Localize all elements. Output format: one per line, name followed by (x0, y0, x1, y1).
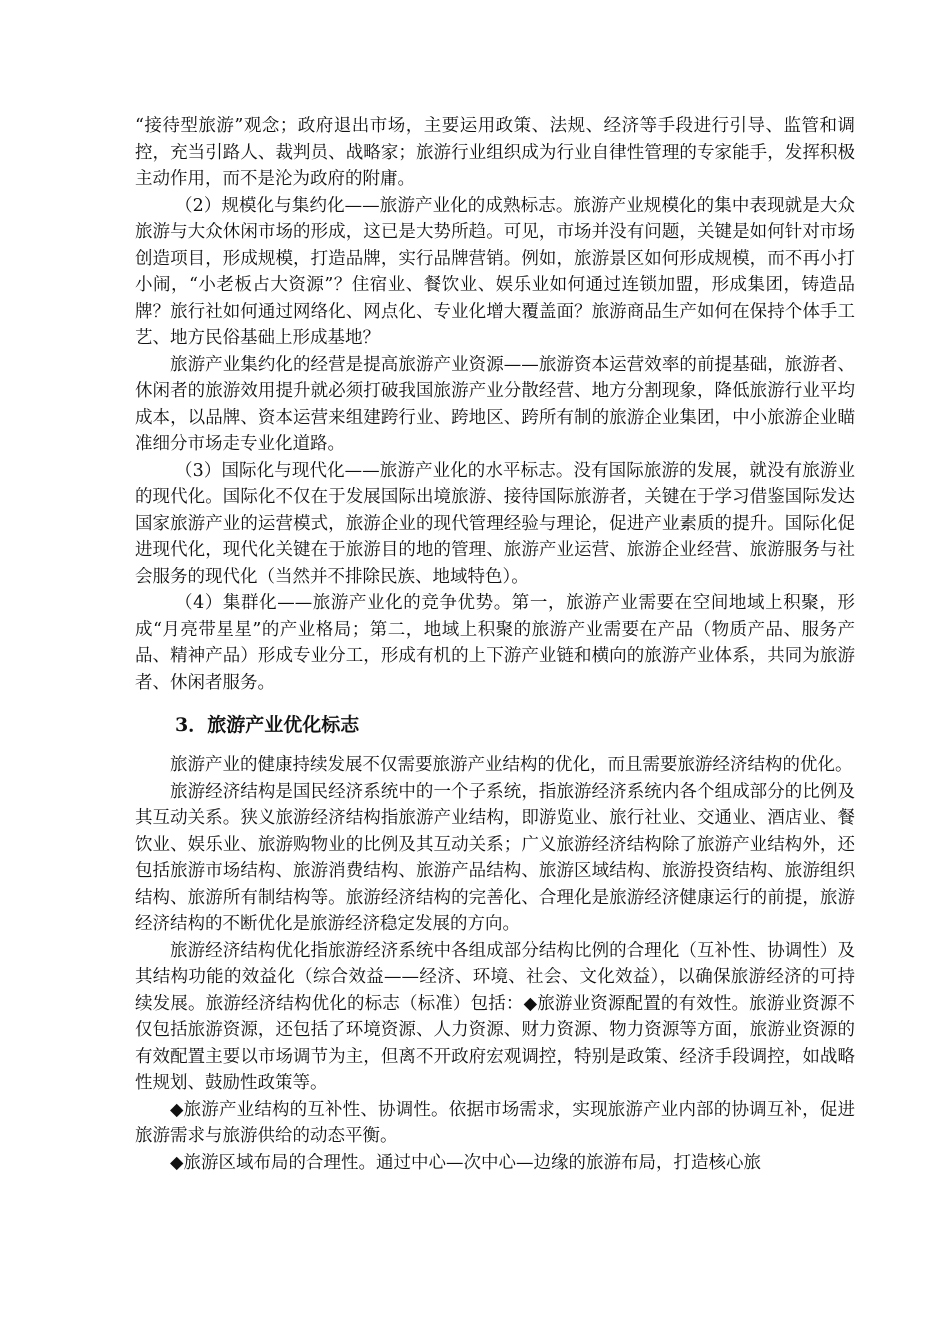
document-page (135, 113, 855, 1176)
paragraph-government-role: “接待型旅游”观念；政府退出市场，主要运用政策、法规、经济等手段进行引导、监管和调控，充当引路人、裁判员、战略家；旅游行业组织成为行业自律性管理的专家能手，发挥积极主动作用，而不是沦为政府的附庸。 (135, 116, 855, 189)
paragraph-economic-structure: 旅游经济结构是国民经济系统中的一个子系统，指旅游经济系统内各个组成部分的比例及其互动关系。狭义旅游经济结构指旅游产业结构，即游览业、旅行社业、交通业、酒店业、餐饮业、娱乐业、旅游购物业的比例及其互动关系；广义旅游经济结构除了旅游产业结构外，还包括旅游市场结构、旅游消费结构、旅游产品结构、旅游区域结构、旅游投资结构、旅游组织结构、旅游所有制结构等。旅游经济结构的完善化、合理化是旅游经济健康运行的前提，旅游经济结构的不断优化是旅游经济稳定发展的方向。 (135, 781, 855, 934)
section-heading: 3．旅游产业优化标志 (175, 714, 360, 736)
paragraph-intensive-operation: 旅游产业集约化的经营是提高旅游产业资源——旅游资本运营效率的前提基础，旅游者、休闲者的旅游效用提升就必须打破我国旅游产业分散经营、地方分割现象，降低旅游行业平均成本，以品牌、资本运营来组建跨行业、跨地区、跨所有制的旅游企业集团，中小旅游企业瞄准细分市场走专业化道路。 (135, 354, 855, 454)
paragraph-optimization-intro: 旅游产业的健康持续发展不仅需要旅游产业结构的优化，而且需要旅游经济结构的优化。 (170, 755, 853, 775)
paragraph-regional-layout: ◆旅游区域布局的合理性。通过中心—次中心—边缘的旅游布局，打造核心旅 (170, 1152, 761, 1173)
paragraph-clustering: （4）集群化——旅游产业化的竞争优势。第一，旅游产业需要在空间地域上积聚，形成“月亮带星星”的产业格局；第二，地域上积聚的旅游产业需要在产品（物质产品、服务产品、精神产品）形成专业分工，形成有机的上下游产业链和横向的旅游产业体系，共同为旅游者、休闲者服务。 (135, 593, 855, 693)
paragraph-internationalization: （3）国际化与现代化——旅游产业化的水平标志。没有国际旅游的发展，就没有旅游业的现代化。国际化不仅在于发展国际出境旅游、接待国际旅游者，关键在于学习借鉴国际发达国家旅游产业的运营模式，旅游企业的现代管理经验与理论，促进产业素质的提升。国际化促进现代化，现代化关键在于旅游目的地的管理、旅游产业运营、旅游企业经营、旅游服务与社会服务的现代化（当然并不排除民族、地域特色）。 (135, 460, 855, 587)
paragraph-structure-optimization: 旅游经济结构优化指旅游经济系统中各组成部分结构比例的合理化（互补性、协调性）及其结构功能的效益化（综合效益——经济、环境、社会、文化效益），以确保旅游经济的可持续发展。旅游经济结构优化的标志（标准）包括：◆旅游业资源配置的有效性。旅游业资源不仅包括旅游资源，还包括了环境资源、人力资源、财力资源、物力资源等方面，旅游业资源的有效配置主要以市场调节为主，但离不开政府宏观调控，特别是政策、经济手段调控，如战略性规划、鼓励性政策等。 (135, 940, 855, 1093)
paragraph-scale-intensification: （2）规模化与集约化——旅游产业化的成熟标志。旅游产业规模化的集中表现就是大众旅游与大众休闲市场的形成，这已是大势所趋。可见，市场并没有问题，关键是如何针对市场创造项目，形成规模，打造品牌，实行品牌营销。例如，旅游景区如何形成规模，而不再小打小闹，“小老板占大资源”？住宿业、餐饮业、娱乐业如何通过连锁加盟，形成集团，铸造品牌？旅行社如何通过网络化、网点化、专业化增大覆盖面？旅游商品生产如何在保持个体手工艺、地方民俗基础上形成基地？ (135, 195, 855, 348)
paragraph-industry-complementarity: ◆旅游产业结构的互补性、协调性。依据市场需求，实现旅游产业内部的协调互补，促进旅游需求与旅游供给的动态平衡。 (135, 1099, 855, 1146)
